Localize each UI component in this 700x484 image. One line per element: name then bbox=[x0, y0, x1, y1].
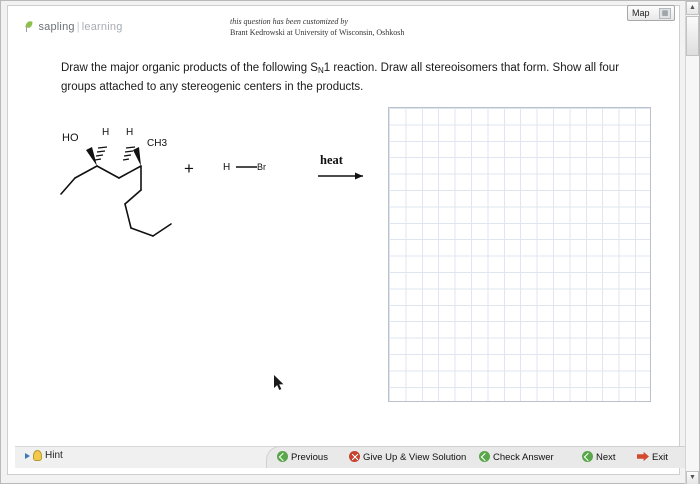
label-h-left: H bbox=[102, 127, 110, 138]
map-thumbnail-icon: ▦ bbox=[659, 8, 671, 19]
scroll-up-button[interactable]: ▲ bbox=[686, 1, 699, 15]
check-icon bbox=[479, 451, 490, 462]
give-up-label: Give Up & View Solution bbox=[363, 452, 467, 463]
map-button[interactable] bbox=[627, 5, 675, 21]
brand-sub: learning bbox=[81, 20, 123, 33]
brand-name: sapling bbox=[38, 20, 75, 33]
exit-arrow-icon bbox=[637, 451, 649, 462]
customization-note-line1: this question has been customized by bbox=[230, 17, 348, 26]
question-content-area bbox=[7, 5, 680, 475]
wedge-oh bbox=[86, 147, 97, 166]
leaf-icon bbox=[22, 21, 34, 32]
mouse-cursor bbox=[274, 375, 285, 391]
label-reagent-br: Br bbox=[257, 162, 266, 172]
label-methyl: CH3 bbox=[147, 138, 168, 149]
brand-text: sapling | learning bbox=[38, 20, 123, 33]
customization-note bbox=[230, 16, 490, 38]
reaction-arrow bbox=[318, 173, 363, 180]
question-prompt bbox=[61, 60, 651, 95]
next-label: Next bbox=[596, 452, 616, 463]
label-heat-condition: heat bbox=[320, 153, 343, 167]
vertical-scrollbar[interactable] bbox=[685, 1, 699, 484]
label-reagent-h: H bbox=[223, 162, 231, 173]
give-up-icon bbox=[349, 451, 360, 462]
exit-button[interactable] bbox=[637, 451, 668, 463]
label-hydroxyl: HO bbox=[62, 132, 79, 144]
check-answer-button[interactable] bbox=[479, 451, 554, 463]
map-label: Map bbox=[632, 8, 650, 18]
play-triangle-icon bbox=[25, 453, 30, 459]
exit-label: Exit bbox=[652, 452, 668, 463]
label-h-right: H bbox=[126, 127, 134, 138]
customization-note-line2: Brant Kedrowski at University of Wisconsin, Oshkosh bbox=[230, 28, 405, 37]
answer-drawing-canvas[interactable] bbox=[388, 107, 651, 402]
hash-wedges bbox=[95, 147, 135, 160]
reaction-structure-svg bbox=[53, 124, 383, 254]
hint-label: Hint bbox=[45, 450, 63, 462]
wedge-ch3 bbox=[133, 147, 141, 166]
scroll-down-button[interactable]: ▼ bbox=[686, 471, 699, 484]
previous-button[interactable] bbox=[277, 451, 328, 463]
check-answer-label: Check Answer bbox=[493, 452, 554, 463]
question-subscript: N bbox=[317, 66, 324, 75]
previous-icon bbox=[277, 451, 288, 462]
give-up-button[interactable] bbox=[349, 451, 466, 463]
question-text-part2: 1 reaction. Draw all stereoisomers that form. Show all four groups attached to any stereogenic centers in the products. bbox=[61, 62, 620, 93]
scrollbar-track[interactable] bbox=[686, 15, 699, 471]
sapling-learning-logo bbox=[22, 18, 152, 36]
question-text-part1: Draw the major organic products of the following S bbox=[61, 62, 318, 74]
next-button[interactable] bbox=[582, 451, 616, 463]
hint-button[interactable] bbox=[25, 450, 63, 461]
action-button-bar bbox=[266, 446, 686, 468]
footer-toolbar bbox=[15, 446, 686, 468]
lightbulb-icon bbox=[33, 450, 42, 461]
previous-label: Previous bbox=[291, 452, 328, 463]
scrollbar-thumb[interactable] bbox=[686, 16, 699, 56]
next-icon bbox=[582, 451, 593, 462]
reaction-scheme bbox=[53, 124, 383, 254]
label-plus-sign: + bbox=[184, 159, 194, 178]
